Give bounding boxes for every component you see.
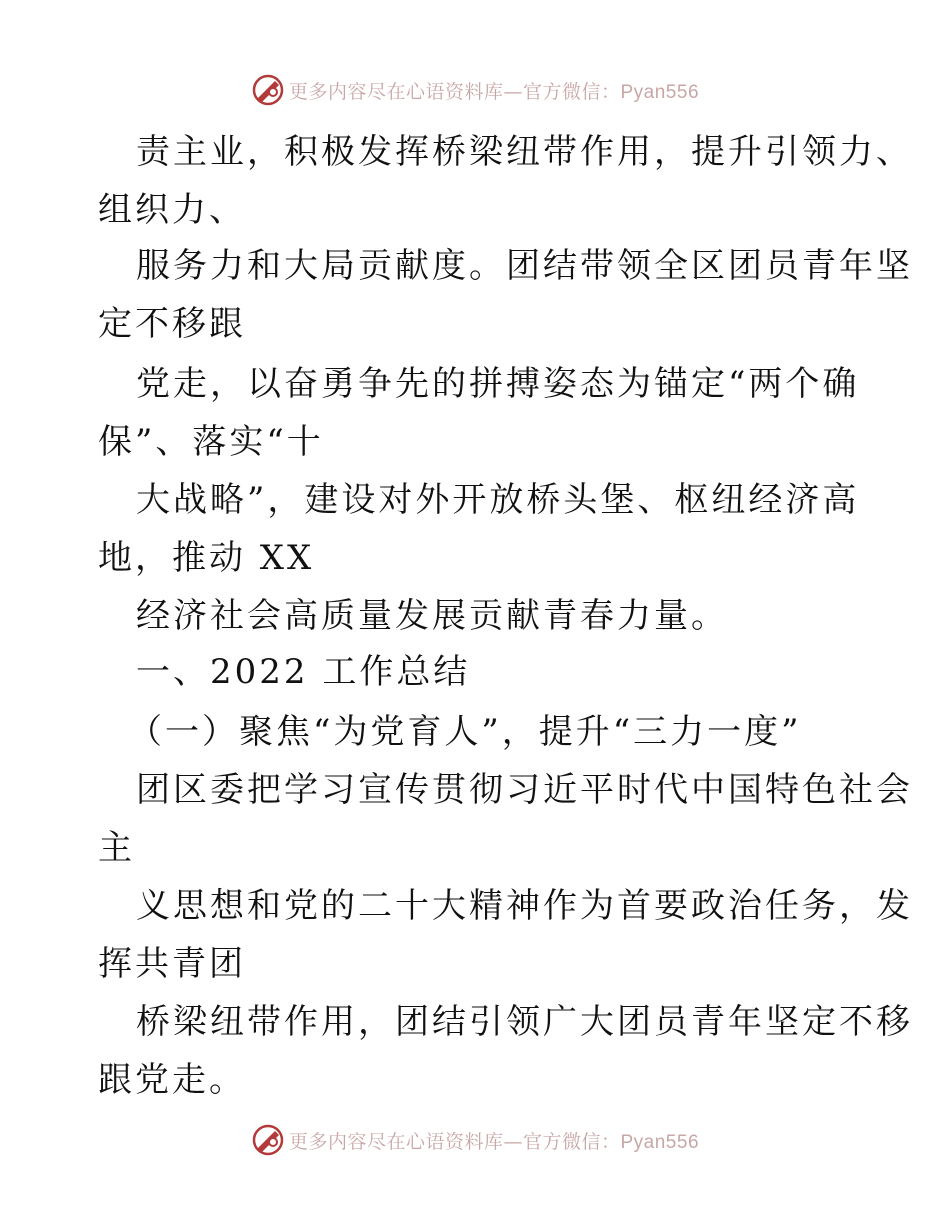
footer-separator: —	[503, 1130, 523, 1153]
footer-brand: 更多内容尽在心语资料库	[288, 1130, 504, 1153]
body-line: 党走，以奋勇争先的拼搏姿态为锚定“两个确	[136, 364, 860, 404]
header-wechat-label: 官方微信：	[522, 80, 621, 103]
body-line: 主	[98, 828, 135, 868]
section-heading: 一、2022 工作总结	[136, 652, 471, 692]
body-line: 经济社会高质量发展贡献青春力量。	[136, 596, 728, 636]
body-line: 挥共青团	[98, 944, 246, 984]
body-line: 保”、落实“十	[98, 422, 324, 462]
footer-wechat-id: Pyan556	[620, 1131, 700, 1153]
body-line: 责主业，积极发挥桥梁纽带作用，提升引领力、	[136, 132, 913, 172]
pen-logo-icon	[251, 1123, 285, 1157]
footer-watermark	[0, 1122, 950, 1158]
body-line: 义思想和党的二十大精神作为首要政治任务，发	[136, 886, 913, 926]
header-watermark-text	[289, 77, 699, 104]
header-watermark	[0, 72, 950, 108]
body-line: 定不移跟	[98, 304, 246, 344]
body-line: 地，推动 XX	[98, 538, 315, 578]
footer-wechat-label: 官方微信：	[522, 1130, 621, 1153]
body-line: 团区委把学习宣传贯彻习近平时代中国特色社会	[136, 770, 913, 810]
subsection-heading: （一）聚焦“为党育人”，提升“三力一度”	[128, 712, 802, 752]
body-line: 组织力、	[98, 190, 246, 230]
header-wechat-id: Pyan556	[620, 81, 700, 103]
header-brand: 更多内容尽在心语资料库	[288, 80, 504, 103]
body-line: 服务力和大局贡献度。团结带领全区团员青年坚	[136, 246, 913, 286]
pen-logo-icon	[251, 73, 285, 107]
body-line: 桥梁纽带作用，团结引领广大团员青年坚定不移	[136, 1002, 913, 1042]
body-line: 跟党走。	[98, 1060, 246, 1100]
body-line: 大战略”，建设对外开放桥头堡、枢纽经济高	[136, 480, 860, 520]
header-separator: —	[503, 80, 523, 103]
footer-watermark-text	[289, 1127, 699, 1154]
